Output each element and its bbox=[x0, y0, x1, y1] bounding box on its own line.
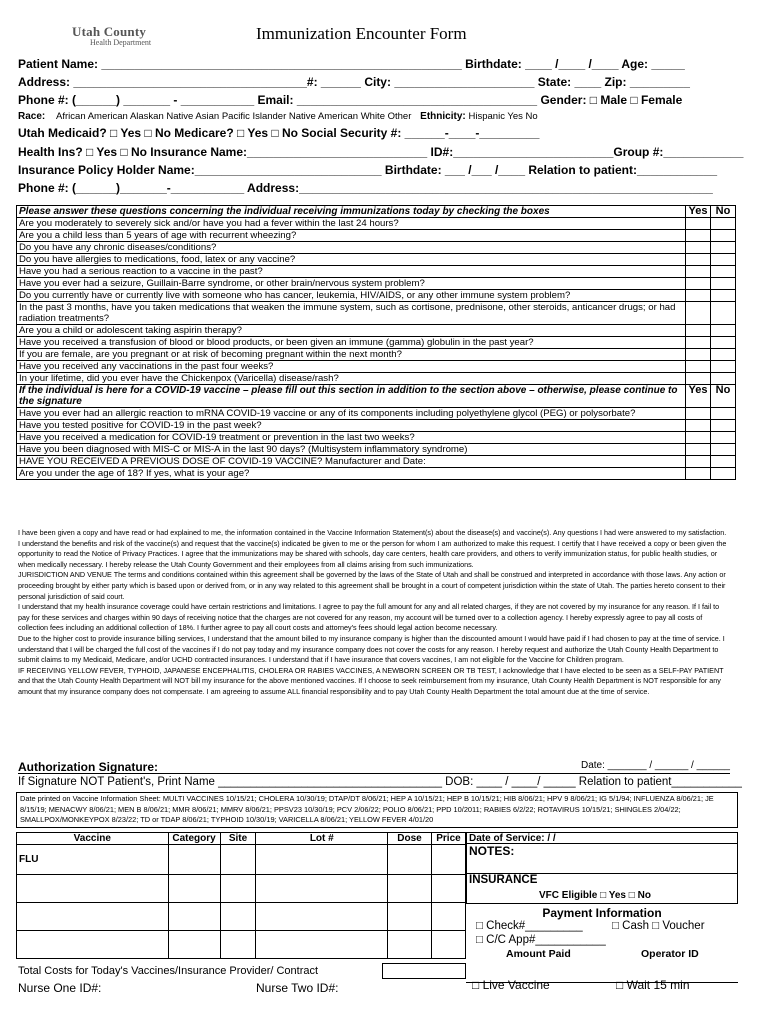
total-costs-label: Total Costs for Today's Vaccines/Insurance Provider/ Contract bbox=[18, 965, 319, 977]
total-costs-box[interactable] bbox=[382, 963, 466, 979]
question-row bbox=[17, 432, 736, 444]
cell[interactable] bbox=[17, 875, 169, 903]
no-checkbox[interactable] bbox=[711, 349, 736, 361]
question-row bbox=[17, 373, 736, 385]
payment-info-label: Payment Information bbox=[542, 906, 662, 920]
question-row bbox=[17, 337, 736, 349]
race-label: Race: bbox=[18, 111, 46, 122]
wait-15-option[interactable]: □ Wait 15 min bbox=[616, 978, 690, 992]
no-header: No bbox=[711, 385, 736, 408]
yes-checkbox[interactable] bbox=[686, 218, 711, 230]
question-text: Have you tested positive for COVID-19 in the past week? bbox=[17, 420, 686, 432]
ethnicity-label: Ethnicity: bbox=[420, 111, 466, 122]
question-row bbox=[17, 349, 736, 361]
question-text: HAVE YOU RECEIVED A PREVIOUS DOSE OF COVID-19 VACCINE? Manufacturer and Date: bbox=[17, 456, 686, 468]
cell[interactable] bbox=[256, 903, 388, 931]
question-text: Are you moderately to severely sick and/or have you had a fever within the last 24 hours? bbox=[17, 218, 686, 230]
cell[interactable] bbox=[168, 875, 220, 903]
question-text: Do you have any chronic diseases/conditions? bbox=[17, 242, 686, 254]
question-row bbox=[17, 278, 736, 290]
cell[interactable] bbox=[388, 903, 432, 931]
cc-app-option[interactable]: □ C/C App#___________ bbox=[476, 934, 606, 946]
notes-label[interactable]: NOTES: bbox=[466, 844, 738, 874]
question-row bbox=[17, 456, 736, 468]
nurse-two-id[interactable]: Nurse Two ID#: bbox=[256, 981, 339, 995]
cell[interactable] bbox=[220, 875, 256, 903]
cell[interactable] bbox=[256, 845, 388, 875]
yes-checkbox[interactable] bbox=[686, 456, 711, 468]
question-row bbox=[17, 254, 736, 266]
logo-line2: Health Department bbox=[90, 38, 152, 47]
no-checkbox[interactable] bbox=[711, 218, 736, 230]
policy-holder-line[interactable]: Insurance Policy Holder Name:____________________________ Birthdate: ___ /___ /____ Relation to patient:____________ bbox=[18, 163, 718, 177]
question-text: Have you received a transfusion of blood or blood products, or been given an immune (gamma) globulin in the past year? bbox=[17, 337, 686, 349]
payment-row1 bbox=[466, 920, 738, 934]
cell[interactable] bbox=[256, 875, 388, 903]
question-text: Are you a child or adolescent taking aspirin therapy? bbox=[17, 325, 686, 337]
yes-checkbox[interactable] bbox=[686, 278, 711, 290]
no-header: No bbox=[711, 206, 736, 218]
yes-checkbox[interactable] bbox=[686, 361, 711, 373]
final-row bbox=[466, 978, 738, 996]
col-lot: Lot # bbox=[256, 833, 388, 845]
address-line[interactable]: Address: ___________________________________#: ______ City: _____________________ State: ____ Zip: _________ bbox=[18, 75, 690, 89]
legal-p1: I have been given a copy and have read or had explained to me, the information contained in the Vaccine Information Statement(s) about the disease(s) and vaccine(s). Any questions I had were answered to my satisfaction. I understand the benefits and risk of the vaccine(s) and request that the vaccine(s) indicated be given to me or the person for whom I am authorized to make this request. I certify that I have received a copy or been given the opportunity to read the Notice of Privacy Practices. I agree that the immunizations may be shared with schools, day care centers, health care providers, and others to verify immunization status, for public health studies, or when medically necessary. I hereby release the Utah County Government and their employees from all claims arising from such immunizations. bbox=[18, 528, 727, 569]
question-text: Have you received any vaccinations in the past four weeks? bbox=[17, 361, 686, 373]
medicaid-line[interactable]: Utah Medicaid? □ Yes □ No Medicare? □ Yes □ No Social Security #: ______-____-_________ bbox=[18, 126, 540, 140]
cell[interactable] bbox=[17, 903, 169, 931]
no-checkbox[interactable] bbox=[711, 456, 736, 468]
question-row bbox=[17, 266, 736, 278]
question-row bbox=[17, 468, 736, 480]
question-section-header bbox=[17, 385, 736, 408]
yes-checkbox[interactable] bbox=[686, 230, 711, 242]
no-checkbox[interactable] bbox=[711, 242, 736, 254]
no-checkbox[interactable] bbox=[711, 444, 736, 456]
cell[interactable] bbox=[431, 931, 465, 959]
signature-line[interactable] bbox=[18, 758, 730, 774]
signature-date[interactable]: Date: _______ / ______ / ______ bbox=[580, 760, 730, 771]
no-checkbox[interactable] bbox=[711, 290, 736, 302]
question-text: In the past 3 months, have you taken medications that weaken the immune system, such as cortisone, prednisone, other steroids, anticancer drugs; or had radiation treatments? bbox=[17, 302, 686, 325]
cell[interactable] bbox=[431, 875, 465, 903]
legal-p5: IF RECEIVING YELLOW FEVER, TYPHOID, JAPANESE ENCEPHALITIS, CHOLERA OR RABIES VACCINES, A NEWBORN SCREEN OR TB TEST, I acknowledge that I have elected to be seen as a SELF-PAY PATIENT and that the Utah County Health Department will NOT bill my insurance for the above mentioned vaccines. If I choose to seek reimbursement from my insurance, Utah County Health Department is NOT responsible for any amount that my insurance company does not compensate. I am agreeing to assume ALL financial responsibility and to pay Utah County Health Department the total amount due at the time of service. bbox=[18, 665, 724, 696]
question-row bbox=[17, 408, 736, 420]
cell[interactable] bbox=[431, 903, 465, 931]
yes-checkbox[interactable] bbox=[686, 349, 711, 361]
yes-checkbox[interactable] bbox=[686, 254, 711, 266]
yes-checkbox[interactable] bbox=[686, 373, 711, 385]
yes-header: Yes bbox=[686, 206, 711, 218]
cell[interactable] bbox=[388, 875, 432, 903]
col-dose: Dose bbox=[388, 833, 432, 845]
question-row bbox=[17, 230, 736, 242]
amount-paid-label: Amount Paid bbox=[506, 948, 571, 960]
yes-checkbox[interactable] bbox=[686, 242, 711, 254]
vis-dates: Date printed on Vaccine Information Sheet: MULTI VACCINES 10/15/21; CHOLERA 10/30/19; DTAP/DT 8/06/21; HEP A 10/15/21; HEP B 10/15/21; HIB 8/06/21; HPV 9 8/06/21; IG 5/1/94; INFLUENZA 8/06/21; JE 8/15/19; MENACWY 8/06/21; MEN B 8/06/21; MMR 8/06/21; MMRV 8/06/21; PPSV23 10/30/19; PCV 2/06/22; POLIO 8/06/21; PPD 10/2011; RABIES 6/2/22; ROTAVIRUS 10/15/21; SHINGLES 2/04/22; SMALLPOX/MONKEYPOX 8/23/22; TD or TDAP 8/06/21; TYPHOID 10/30/19; VARICELLA 8/06/21; YELLOW FEVER 4/01/20 bbox=[16, 792, 738, 828]
question-row bbox=[17, 420, 736, 432]
yes-checkbox[interactable] bbox=[686, 325, 711, 337]
holder-phone-line[interactable]: Phone #: (______)_______-___________ Address:______________________________________________________________ bbox=[18, 181, 713, 195]
race-line[interactable] bbox=[18, 111, 538, 122]
flu-row-label: FLU bbox=[17, 845, 169, 875]
cell[interactable] bbox=[168, 931, 220, 959]
date-of-service[interactable]: Date of Service: / / bbox=[466, 832, 738, 844]
yes-checkbox[interactable] bbox=[686, 266, 711, 278]
vfc-eligible[interactable]: VFC Eligible □ Yes □ No bbox=[539, 890, 651, 901]
question-text: In your lifetime, did you ever have the Chickenpox (Varicella) disease/rash? bbox=[17, 373, 686, 385]
yes-header: Yes bbox=[686, 385, 711, 408]
question-text: Do you have allergies to medications, food, latex or any vaccine? bbox=[17, 254, 686, 266]
no-checkbox[interactable] bbox=[711, 337, 736, 349]
no-checkbox[interactable] bbox=[711, 408, 736, 420]
cell[interactable] bbox=[17, 931, 169, 959]
cell[interactable] bbox=[431, 845, 465, 875]
cell[interactable] bbox=[168, 845, 220, 875]
yes-checkbox[interactable] bbox=[686, 420, 711, 432]
question-row bbox=[17, 302, 736, 325]
live-vaccine-option[interactable]: □ Live Vaccine bbox=[472, 978, 550, 992]
proxy-signature-line[interactable]: If Signature NOT Patient's, Print Name ___________________________________ DOB: ____ / ____/ _____ Relation to patient___________ bbox=[18, 776, 742, 788]
logo bbox=[72, 24, 162, 50]
question-text: Have you ever had an allergic reaction to mRNA COVID-19 vaccine or any of its components including polyethylene glycol (PEG) or polysorbate? bbox=[17, 408, 686, 420]
yes-checkbox[interactable] bbox=[686, 468, 711, 480]
section-header-text: Please answer these questions concerning the individual receiving immunizations today by checking the boxes bbox=[17, 206, 686, 218]
insurance-box bbox=[466, 874, 738, 904]
phone-email-line[interactable]: Phone #: (______) _______ - ___________ Email: ____________________________________ Gender: □ Male □ Female bbox=[18, 93, 683, 107]
cell[interactable] bbox=[388, 845, 432, 875]
cell[interactable] bbox=[168, 903, 220, 931]
office-use-panel bbox=[466, 832, 738, 996]
yes-checkbox[interactable] bbox=[686, 408, 711, 420]
no-checkbox[interactable] bbox=[711, 420, 736, 432]
col-vaccine: Vaccine bbox=[17, 833, 169, 845]
col-category: Category bbox=[168, 833, 220, 845]
no-checkbox[interactable] bbox=[711, 361, 736, 373]
legal-p3: I understand that my health insurance coverage could have certain restrictions and limitations. I agree to pay the full amount for any and all related charges, if they are not covered by my insurance for any reason. If I fail to pay for these services and charges within 90 days of receiving notice that the charges are not covered for any reason, my account will be turned over to a collection agency. I hereby expressly agree to pay all costs of collection fees including an additional collection of 18%. I further agree to pay all court costs and attorney's fees should legal action become necessary. bbox=[18, 602, 720, 633]
health-ins-line[interactable]: Health Ins? □ Yes □ No Insurance Name:___________________________ ID#:________________________Group #:____________ bbox=[18, 145, 744, 159]
no-checkbox[interactable] bbox=[711, 432, 736, 444]
race-options[interactable]: African American Alaskan Native Asian Pacific Islander Native American White Other bbox=[56, 111, 412, 122]
yes-checkbox[interactable] bbox=[686, 290, 711, 302]
form-title: Immunization Encounter Form bbox=[256, 24, 467, 43]
question-text: Are you a child less than 5 years of age with recurrent wheezing? bbox=[17, 230, 686, 242]
question-row bbox=[17, 361, 736, 373]
yes-checkbox[interactable] bbox=[686, 302, 711, 325]
question-row bbox=[17, 290, 736, 302]
legal-p4: Due to the higher cost to provide insurance billing services, I understand that the amount billed to my insurance company is higher than the discounted amount I would have paid if I had chosen to pay at the time of service. I understand that I will be charged the full cost of the vaccines if I do not pay today and my insurance company does not cover the costs for any reason. I hereby request and authorize the Utah County Health Department to submit claims to my Medicaid, Medicare, and/or UCHD contracted insurances. I understand that if I have insurance that covers vaccines, I am not eligible for the Vaccine for Children program. bbox=[18, 633, 725, 665]
question-text: Have you been diagnosed with MIS-C or MIS-A in the last 90 days? (Multisystem inflammatory syndrome) bbox=[17, 444, 686, 456]
logo-line1: Utah County bbox=[72, 24, 147, 39]
no-checkbox[interactable] bbox=[711, 230, 736, 242]
vaccine-table bbox=[16, 832, 466, 959]
question-text: Are you under the age of 18? If yes, what is your age? bbox=[17, 468, 686, 480]
cell[interactable] bbox=[220, 931, 256, 959]
question-text: Have you received a medication for COVID-19 treatment or prevention in the last two weeks? bbox=[17, 432, 686, 444]
question-text: Do you currently have or currently live with someone who has cancer, leukemia, HIV/AIDS, or any other immune system problem? bbox=[17, 290, 686, 302]
legal-text bbox=[18, 528, 730, 698]
yes-checkbox[interactable] bbox=[686, 432, 711, 444]
question-row bbox=[17, 242, 736, 254]
cash-voucher-option[interactable]: □ Cash □ Voucher bbox=[612, 920, 705, 932]
ethnicity-options[interactable]: Hispanic Yes No bbox=[468, 111, 538, 122]
operator-id-label: Operator ID bbox=[641, 948, 699, 960]
col-price: Price bbox=[431, 833, 465, 845]
question-text: If you are female, are you pregnant or at risk of becoming pregnant within the next month? bbox=[17, 349, 686, 361]
question-text: Have you ever had a seizure, Guillain-Barre syndrome, or other brain/nervous system problem? bbox=[17, 278, 686, 290]
question-section-header bbox=[17, 206, 736, 218]
no-checkbox[interactable] bbox=[711, 325, 736, 337]
check-option[interactable]: □ Check#_________ bbox=[476, 920, 583, 932]
cell[interactable] bbox=[220, 903, 256, 931]
yes-checkbox[interactable] bbox=[686, 444, 711, 456]
no-checkbox[interactable] bbox=[711, 278, 736, 290]
payment-row3 bbox=[466, 948, 738, 962]
nurse-one-id[interactable]: Nurse One ID#: bbox=[18, 981, 102, 995]
question-row bbox=[17, 218, 736, 230]
patient-name-line[interactable]: Patient Name: ______________________________________________________ Birthdate: ____ /____ /____ Age: _____ bbox=[18, 57, 685, 71]
cell[interactable] bbox=[256, 931, 388, 959]
question-row bbox=[17, 325, 736, 337]
no-checkbox[interactable] bbox=[711, 373, 736, 385]
yes-checkbox[interactable] bbox=[686, 337, 711, 349]
question-row bbox=[17, 444, 736, 456]
no-checkbox[interactable] bbox=[711, 266, 736, 278]
auth-signature-label: Authorization Signature: bbox=[18, 760, 158, 774]
insurance-label: INSURANCE bbox=[469, 874, 538, 886]
screening-questions bbox=[16, 205, 736, 480]
question-text: Have you had a serious reaction to a vaccine in the past? bbox=[17, 266, 686, 278]
cell[interactable] bbox=[220, 845, 256, 875]
no-checkbox[interactable] bbox=[711, 302, 736, 325]
no-checkbox[interactable] bbox=[711, 254, 736, 266]
legal-p2: JURISDICTION AND VENUE The terms and conditions contained within this agreement shall be governed by the laws of the State of Utah and shall be construed and interpreted in accordance with those laws. Any action or proceeding brought by either party which is based upon or derived from, or in any way related to this agreement shall be brought in a court of competent jurisdiction within the state of Utah. The parties hereto consent to their personal jurisdiction of said court. bbox=[18, 570, 726, 601]
section-header-text: If the individual is here for a COVID-19 vaccine – please fill out this section in addition to the section above – otherwise, please continue to the signature bbox=[17, 385, 686, 408]
no-checkbox[interactable] bbox=[711, 468, 736, 480]
col-site: Site bbox=[220, 833, 256, 845]
cell[interactable] bbox=[388, 931, 432, 959]
